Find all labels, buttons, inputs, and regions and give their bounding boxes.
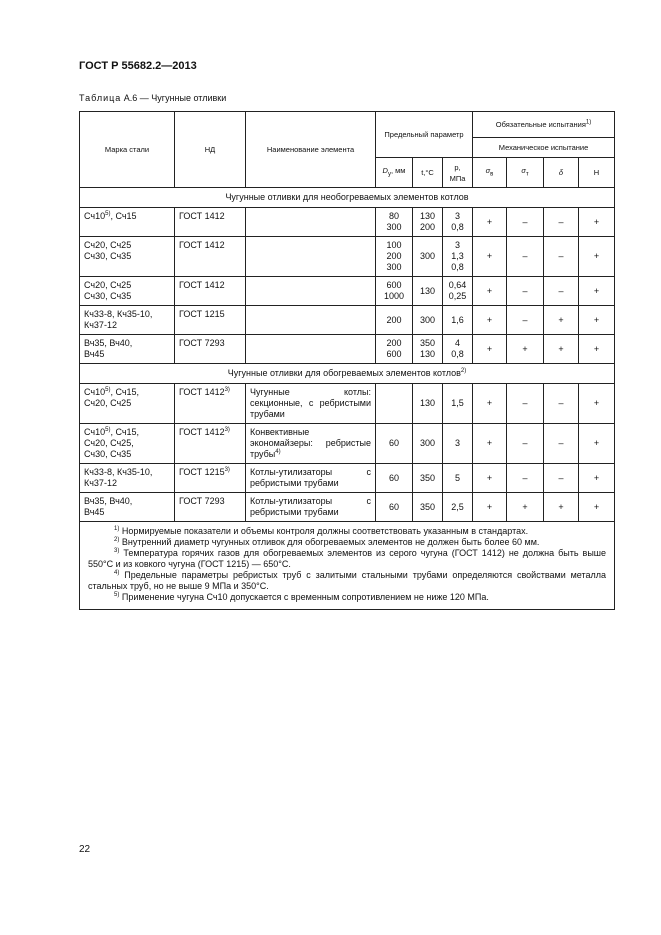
section-heated-footnote: 2) — [460, 368, 467, 374]
grade-cell — [80, 424, 175, 464]
sigma-t-value: – — [507, 306, 544, 335]
grade-cell — [80, 237, 175, 277]
mandatory-tests-label: Обязательные испытания — [495, 120, 586, 129]
grade-line-2: Сч30, Сч35 — [84, 291, 132, 301]
table-row — [80, 384, 615, 424]
nd-text: ГОСТ 1215 — [179, 467, 225, 477]
h-value: + — [579, 208, 615, 237]
table-notes — [80, 522, 615, 610]
doc-title: ГОСТ Р 55682.2—2013 — [79, 60, 197, 72]
t-cell: 350 — [413, 493, 443, 522]
nd-footnote: 3) — [224, 427, 230, 433]
footnote-item — [88, 548, 606, 570]
nd-text: ГОСТ 7293 — [179, 338, 225, 348]
mandatory-tests-footnote: 1) — [585, 119, 592, 126]
grade-line — [84, 387, 170, 398]
delta-value: + — [544, 335, 579, 364]
footnote-text: Применение чугуна Сч10 допускается с временным сопротивлением не ниже 120 МПа. — [119, 592, 489, 602]
element-footnote: 4) — [275, 449, 281, 455]
caption-prefix: Таблица — [79, 93, 122, 103]
nd-cell — [175, 208, 246, 237]
grade-text: Сч20, Сч25 — [84, 280, 132, 290]
h-value: + — [579, 384, 615, 424]
grade-line — [84, 211, 170, 222]
delta-value: + — [544, 493, 579, 522]
nd-cell — [175, 464, 246, 493]
sigma-t-value: – — [507, 237, 544, 277]
dy-symbol: D — [382, 165, 388, 175]
header-grade: Марка стали — [80, 112, 175, 188]
p-unit: МПа — [449, 173, 466, 183]
grade-cell — [80, 208, 175, 237]
delta-value: – — [544, 237, 579, 277]
sigma-t-value: + — [507, 493, 544, 522]
header-nd: НД — [175, 112, 246, 188]
sigma-t-value: – — [507, 208, 544, 237]
p-cell: 2,5 — [443, 493, 473, 522]
delta-value: – — [544, 464, 579, 493]
sigma-b-value: + — [473, 237, 507, 277]
element-text: Чугунные котлы: секционные, с ребристыми трубами — [250, 387, 371, 419]
grade-line — [84, 280, 170, 291]
grade-text-cont: , Сч15, — [110, 387, 140, 397]
nd-text: ГОСТ 1215 — [179, 309, 225, 319]
element-text: Конвективные экономайзеры: ребристые трубы — [250, 427, 371, 459]
grade-text: Сч20, Сч25 — [84, 240, 132, 250]
table-row — [80, 208, 615, 237]
dy-cell: 60 — [376, 464, 413, 493]
delta-value: – — [544, 424, 579, 464]
grade-cell — [80, 306, 175, 335]
grade-text: Кч33-8, Кч35-10, — [84, 309, 153, 319]
sigma-b-value: + — [473, 208, 507, 237]
footnote-item — [88, 526, 606, 537]
footnote-item — [88, 570, 606, 592]
grade-line-2: Кч37-12 — [84, 320, 117, 330]
grade-line-2: Кч37-12 — [84, 478, 117, 488]
table-row — [80, 493, 615, 522]
element-text: Котлы-утилизаторы с ребристыми трубами — [250, 467, 371, 488]
grade-line-2: Вч45 — [84, 507, 105, 517]
nd-cell — [175, 493, 246, 522]
footnote-mark: 3) — [114, 548, 120, 554]
footnote-mark: 1) — [114, 526, 120, 532]
p-cell: 4 0,8 — [443, 335, 473, 364]
footnote-text: Внутренний диаметр чугунных отливок для обогреваемых элементов не должен быть более 60 мм. — [119, 537, 540, 547]
grade-cell — [80, 335, 175, 364]
grade-line-3: Сч30, Сч35 — [84, 449, 132, 459]
castings-table — [79, 111, 615, 610]
header-mandatory-tests — [473, 112, 615, 138]
nd-cell — [175, 237, 246, 277]
grade-text: Сч10 — [84, 387, 106, 397]
sigma-t-symbol: σ — [521, 165, 526, 175]
dy-cell: 200 — [376, 306, 413, 335]
element-text: Котлы-утилизаторы с ребристыми трубами — [250, 496, 371, 517]
header-delta — [544, 158, 579, 188]
h-value: + — [579, 424, 615, 464]
sigma-t-value: – — [507, 384, 544, 424]
unheated-rows — [80, 208, 615, 364]
header-t: t,°C — [413, 158, 443, 188]
footnote-text: Нормируемые показатели и объемы контроля должны соответствовать указанным в стандартах. — [119, 526, 529, 536]
delta-symbol: δ — [558, 168, 564, 177]
table-row — [80, 335, 615, 364]
table-row — [80, 277, 615, 306]
header-mech-test: Механическое испытание — [473, 138, 615, 158]
grade-footnote: 5) — [105, 387, 111, 393]
sigma-t-sub: т — [525, 171, 529, 178]
p-cell: 0,64 0,25 — [443, 277, 473, 306]
grade-line — [84, 427, 170, 438]
delta-value: – — [544, 277, 579, 306]
grade-footnote: 5) — [105, 211, 111, 217]
element-cell — [246, 335, 376, 364]
p-cell: 3 0,8 — [443, 208, 473, 237]
table-row — [80, 306, 615, 335]
sigma-b-value: + — [473, 277, 507, 306]
nd-footnote: 3) — [224, 467, 230, 473]
sigma-b-value: + — [473, 464, 507, 493]
nd-cell — [175, 384, 246, 424]
t-cell: 130 200 — [413, 208, 443, 237]
sigma-t-value: + — [507, 335, 544, 364]
header-limit-param: Предельный параметр — [376, 112, 473, 158]
grade-line — [84, 496, 170, 507]
p-cell: 1,5 — [443, 384, 473, 424]
nd-cell — [175, 277, 246, 306]
nd-cell — [175, 335, 246, 364]
dy-cell: 600 1000 — [376, 277, 413, 306]
dy-cell: 200 600 — [376, 335, 413, 364]
sigma-t-value: – — [507, 277, 544, 306]
sigma-b-sub: в — [490, 171, 494, 178]
section-heated-label: Чугунные отливки для обогреваемых элементов котлов — [227, 368, 461, 378]
footnote-item — [88, 537, 606, 548]
grade-line-2: Сч20, Сч25, — [84, 438, 134, 448]
footnote-mark: 5) — [114, 592, 120, 598]
nd-text: ГОСТ 1412 — [179, 280, 225, 290]
footnote-mark: 4) — [114, 570, 120, 576]
t-cell: 350 130 — [413, 335, 443, 364]
grade-text: Вч35, Вч40, — [84, 338, 133, 348]
t-cell: 300 — [413, 237, 443, 277]
table-caption — [79, 93, 226, 103]
grade-cell — [80, 277, 175, 306]
table-row — [80, 464, 615, 493]
h-value: + — [579, 493, 615, 522]
grade-line-2: Вч45 — [84, 349, 105, 359]
dy-cell: 60 — [376, 493, 413, 522]
footnote-text: Предельные параметры ребристых труб с залитыми стальными трубами определяются свойствами металла стальных труб, но не выше 9 МПа и 350°С. — [88, 570, 607, 591]
dy-unit: , мм — [390, 165, 406, 175]
t-cell: 130 — [413, 277, 443, 306]
header-dy — [376, 158, 413, 188]
element-cell — [246, 464, 376, 493]
nd-cell — [175, 424, 246, 464]
nd-text: ГОСТ 1412 — [179, 427, 225, 437]
grade-text: Сч10 — [84, 211, 106, 221]
nd-footnote: 3) — [224, 387, 230, 393]
sigma-b-value: + — [473, 335, 507, 364]
p-label: p, — [454, 162, 461, 172]
h-value: + — [579, 306, 615, 335]
grade-cell — [80, 493, 175, 522]
sigma-b-value: + — [473, 424, 507, 464]
table-row — [80, 424, 615, 464]
footnote-mark: 2) — [114, 537, 120, 543]
section-heated — [80, 364, 615, 384]
t-cell: 300 — [413, 424, 443, 464]
p-cell: 5 — [443, 464, 473, 493]
nd-text: ГОСТ 1412 — [179, 387, 225, 397]
caption-rest: А.6 — Чугунные отливки — [121, 93, 227, 103]
delta-value: + — [544, 306, 579, 335]
heated-rows — [80, 384, 615, 522]
grade-cell — [80, 384, 175, 424]
nd-cell — [175, 306, 246, 335]
t-cell: 300 — [413, 306, 443, 335]
grade-text: Сч10 — [84, 427, 106, 437]
element-cell — [246, 384, 376, 424]
sigma-b-value: + — [473, 384, 507, 424]
nd-text: ГОСТ 1412 — [179, 211, 225, 221]
header-h: Н — [579, 158, 615, 188]
grade-line — [84, 240, 170, 251]
dy-cell: 80 300 — [376, 208, 413, 237]
element-cell — [246, 306, 376, 335]
dy-cell: 100 200 300 — [376, 237, 413, 277]
p-cell: 3 1,3 0,8 — [443, 237, 473, 277]
nd-text: ГОСТ 1412 — [179, 240, 225, 250]
p-cell: 3 — [443, 424, 473, 464]
grade-line — [84, 467, 170, 478]
t-cell: 350 — [413, 464, 443, 493]
sigma-b-value: + — [473, 306, 507, 335]
dy-cell: 60 — [376, 424, 413, 464]
footnote-item — [88, 592, 606, 603]
grade-text-cont: , Сч15, — [110, 427, 140, 437]
h-value: + — [579, 277, 615, 306]
grade-line — [84, 309, 170, 320]
grade-text: Кч33-8, Кч35-10, — [84, 467, 153, 477]
header-sigma-b — [473, 158, 507, 188]
page-number: 22 — [79, 844, 91, 855]
element-cell — [246, 424, 376, 464]
header-p — [443, 158, 473, 188]
grade-line-2: Сч30, Сч35 — [84, 251, 132, 261]
grade-cell — [80, 464, 175, 493]
delta-value: – — [544, 384, 579, 424]
h-value: + — [579, 237, 615, 277]
dy-cell — [376, 384, 413, 424]
element-cell — [246, 277, 376, 306]
grade-line-2: Сч20, Сч25 — [84, 398, 132, 408]
footnote-text: Температура горячих газов для обогреваемых элементов из серого чугуна (ГОСТ 1412) не должна быть выше 550°С и из ковкого чугуна (ГОСТ 1215) — 650°С. — [88, 548, 607, 569]
element-cell — [246, 237, 376, 277]
grade-text: Вч35, Вч40, — [84, 496, 133, 506]
dy-subscript: у — [387, 171, 391, 178]
delta-value: – — [544, 208, 579, 237]
p-cell: 1,6 — [443, 306, 473, 335]
element-cell — [246, 493, 376, 522]
sigma-b-value: + — [473, 493, 507, 522]
sigma-b-symbol: σ — [485, 165, 491, 175]
grade-text-cont: , Сч15 — [110, 211, 137, 221]
table-row — [80, 237, 615, 277]
header-sigma-t — [507, 158, 544, 188]
element-cell — [246, 208, 376, 237]
t-cell: 130 — [413, 384, 443, 424]
nd-text: ГОСТ 7293 — [179, 496, 225, 506]
sigma-t-value: – — [507, 464, 544, 493]
h-value: + — [579, 335, 615, 364]
sigma-t-value: – — [507, 424, 544, 464]
header-element-name: Наименование элемента — [246, 112, 376, 188]
grade-footnote: 5) — [105, 427, 111, 433]
h-value: + — [579, 464, 615, 493]
section-unheated: Чугунные отливки для необогреваемых элементов котлов — [80, 188, 615, 208]
grade-line — [84, 338, 170, 349]
